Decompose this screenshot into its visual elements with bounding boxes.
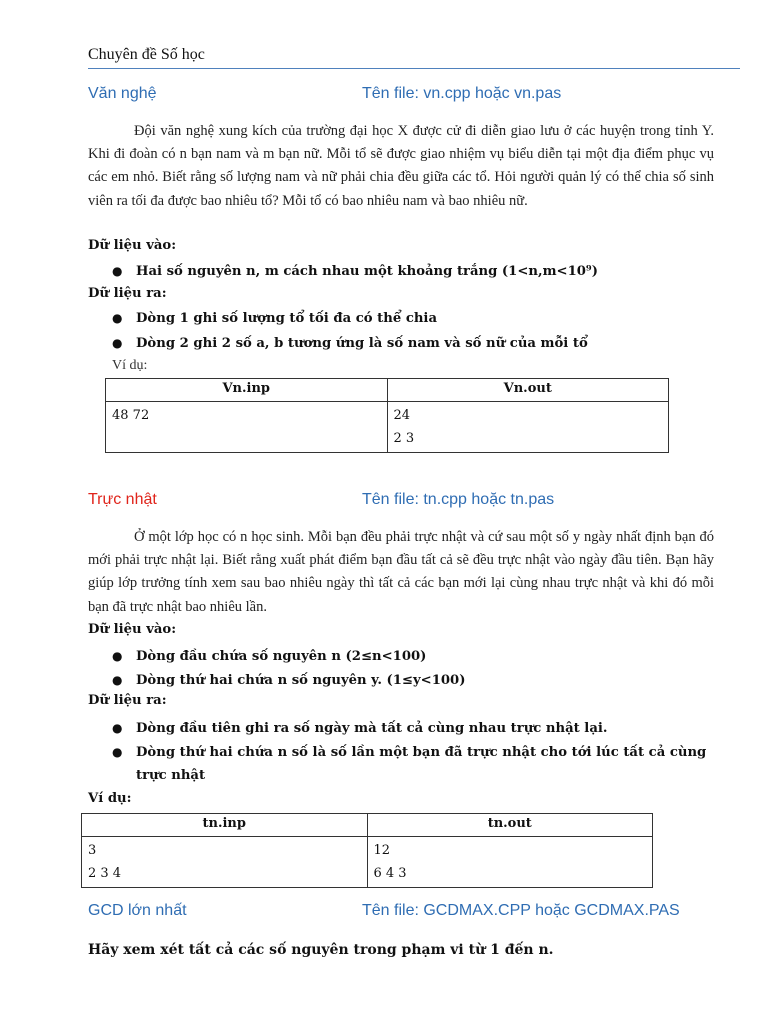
output-item-truc-nhat-1: ● Dòng đầu tiên ghi ra số ngày mà tất cả cùng nhau trực nhật lại. — [112, 717, 712, 740]
table-header: tn.out — [367, 814, 653, 837]
section-filename-gcd: Tên file: GCDMAX.CPP hoặc GCDMAX.PAS — [362, 902, 680, 919]
problem-statement-van-nghe: Đội văn nghệ xung kích của trường đại học X được cử đi diễn giao lưu ở các huyện trong tỉnh Y. Khi đi đoàn có n bạn nam và m bạn nữ. Mỗi tổ sẽ được giao nhiệm vụ biểu diễn tại một địa điểm phục vụ các em nhỏ. Biết rằng số lượng nam và nữ phải chia đều giữa các tổ. Hỏi người quản lý có thể chia số sinh viên ra tối đa được bao nhiêu tổ? Mỗi tổ có bao nhiêu nam và bao nhiêu nữ. — [88, 123, 714, 209]
bullet-icon: ● — [112, 264, 123, 278]
section-filename-van-nghe: Tên file: vn.cpp hoặc vn.pas — [362, 85, 562, 102]
example-table-truc-nhat — [81, 813, 653, 888]
input-label-van-nghe: Dữ liệu vào: — [88, 238, 177, 253]
output-item-van-nghe-1: ● Dòng 1 ghi số lượng tổ tối đa có thể chia — [112, 307, 712, 330]
example-table-van-nghe — [105, 378, 669, 453]
input-label-truc-nhat: Dữ liệu vào: — [88, 622, 177, 637]
table-cell-output: 12 6 4 3 — [367, 837, 653, 888]
example-label-van-nghe: Ví dụ: — [112, 358, 148, 373]
bullet-icon: ● — [112, 721, 123, 735]
input-item-truc-nhat-2: ● Dòng thứ hai chứa n số nguyên y. (1≤y<100) — [112, 669, 712, 692]
input-item-truc-nhat-1: ● Dòng đầu chứa số nguyên n (2≤n<100) — [112, 645, 712, 668]
output-label-van-nghe: Dữ liệu ra: — [88, 286, 167, 301]
output-item-truc-nhat-2: ● Dòng thứ hai chứa n số là số lần một bạn đã trực nhật cho tới lúc tất cả cùng trực nhật — [112, 741, 712, 787]
table-header: Vn.out — [387, 379, 669, 402]
table-cell-input: 48 72 — [106, 402, 388, 453]
section-filename-truc-nhat: Tên file: tn.cpp hoặc tn.pas — [362, 491, 555, 508]
output-label-truc-nhat: Dữ liệu ra: — [88, 693, 167, 708]
table-cell-input: 3 2 3 4 — [82, 837, 368, 888]
input-item-van-nghe: ● Hai số nguyên n, m cách nhau một khoảng trắng (1<n,m<10⁹) — [112, 260, 712, 283]
example-label-truc-nhat: Ví dụ: — [88, 791, 132, 806]
bullet-icon: ● — [112, 649, 123, 663]
bullet-icon: ● — [112, 673, 123, 687]
problem-statement-gcd: Hãy xem xét tất cả các số nguyên trong phạm vi từ 1 đến n. — [88, 942, 554, 958]
table-cell-output: 24 2 3 — [387, 402, 669, 453]
section-title-gcd: GCD lớn nhất — [88, 902, 187, 919]
section-title-truc-nhat: Trực nhật — [88, 491, 157, 508]
bullet-icon: ● — [112, 311, 123, 325]
section-title-van-nghe: Văn nghệ — [88, 85, 157, 102]
problem-statement-truc-nhat: Ở một lớp học có n học sinh. Mỗi bạn đều phải trực nhật và cứ sau một số y ngày nhất định bạn đó mới phải trực nhật lại. Biết rằng xuất phát điểm bạn đầu tất cả sẽ đều trực nhật vào ngày đầu tiên. Bạn hãy giúp lớp trưởng tính xem sau bao nhiêu ngày thì tất cả các bạn mới lại cùng nhau trực nhật và khi đó mỗi bạn đã trực nhật bao nhiêu lần. — [88, 529, 714, 615]
table-header: Vn.inp — [106, 379, 388, 402]
table-header: tn.inp — [82, 814, 368, 837]
output-item-van-nghe-2: ● Dòng 2 ghi 2 số a, b tương ứng là số nam và số nữ của mỗi tổ — [112, 332, 712, 355]
bullet-icon: ● — [112, 336, 123, 350]
bullet-icon: ● — [112, 745, 123, 759]
page-header: Chuyên đề Số học — [88, 46, 740, 69]
